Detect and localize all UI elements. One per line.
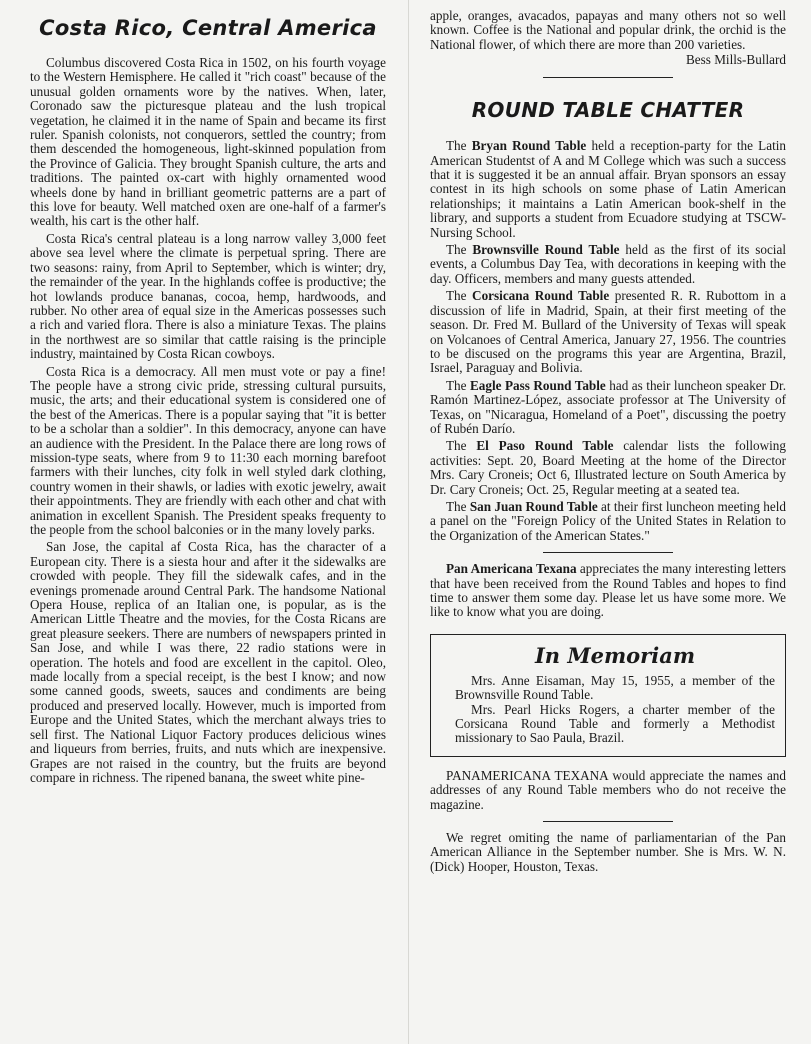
section-divider xyxy=(543,77,673,78)
chatter-title: ROUND TABLE CHATTER xyxy=(471,98,745,123)
article-paragraph-1: Columbus discovered Costa Rica in 1502, on his fourth voyage to the Western Hemisphere. He called it "rich coast" because of the unusual golden ornaments wore by the natives. When, later, Coronado saw the picturesque plateau and the lush tropical vegetation, he claimed it in the name of Spain and became its first ruler. Spanish colonists, not conquerors, settled the country; from them descended the homogeneous, light-skinned population from the Province of Galicia. They brought Spanish culture, the arts and traditions. The painted ox-cart with highly ornamented wood wheels done by hand in brilliant geometric patterns are a part of this love for beauty. Well matched oxen are one-half of a farmer's wealth, his cart is the other half. xyxy=(30,55,386,229)
article-paragraph-3: Costa Rica is a democracy. All men must vote or pay a fine! The people have a strong civic pride, stressing cultural pursuits, music, the arts; and their educational system is considered one of the best of the Americas. There is a popular saying that "it is better to be a scholar than a soldier". In this democracy, anyone can have an audience with the President. In the Palace there are long rows of mission-type seats, where from 9 to 11:30 each morning barefoot farmers with their lunches, city folk in well styled dark clothing, country women in their shawls, or ladies with exotic jewelry, await their appointments. They are friendly with each other and chat with animation in excellent Spanish. The President speaks frequenty to the people from the school balconies or in the many lovely parks. xyxy=(30,363,386,537)
pan-americana-note: Pan Americana Texana appreciates the many interesting letters that have been received from the Round Tables and hopes to find time to answer them some day. Please let us have some more. We like to know what you are doing. xyxy=(430,561,786,620)
correction-note: We regret omiting the name of parliamentarian of the Pan American Alliance in the September number. She is Mrs. W. N. (Dick) Hooper, Houston, Texas. xyxy=(430,830,786,874)
memoriam-entry: Mrs. Anne Eisaman, May 15, 1955, a member of the Brownsville Round Table. xyxy=(455,672,775,703)
chatter-item-corsicana: The Corsicana Round Table presented R. R. Rubottom in a discussion of life in Madrid, Spain, at their first meeting of the season. Dr. Fred M. Bullard of the University of Texas will speak on Volcanoes of Central America, January 27, 1956. The countries to be discused on the programs this year are Argentina, Brazil, Israel, Paraguay and Bolivia. xyxy=(430,288,786,376)
author-signature: Bess Mills-Bullard xyxy=(685,52,786,68)
round-table-name: Eagle Pass Round Table xyxy=(470,377,606,393)
round-table-name: El Paso Round Table xyxy=(476,438,614,454)
round-table-name: Brownsville Round Table xyxy=(472,242,620,258)
memoriam-entry: Mrs. Pearl Hicks Rogers, a charter member of the Corsicana Round Table and formerly a Methodist missionary to Sao Paula, Brazil. xyxy=(455,701,775,746)
addresses-request: PANAMERICANA TEXANA would appreciate the names and addresses of any Round Table members who do not receive the magazine. xyxy=(430,767,786,812)
round-table-name: San Juan Round Table xyxy=(469,498,598,514)
magazine-name: Pan Americana Texana xyxy=(446,561,577,577)
round-table-name: Corsicana Round Table xyxy=(472,288,610,304)
memoriam-box xyxy=(430,634,786,757)
right-column xyxy=(430,0,786,874)
chatter-item-san-juan: The San Juan Round Table at their first luncheon meeting held a panel on the "Foreign Policy of the United States in Relation to the Organization of the American States." xyxy=(430,498,786,543)
section-divider xyxy=(543,821,673,822)
article-continuation: apple, oranges, avacados, papayas and many others not so well known. Coffee is the National and popular drink, the orchid is the National flower, of which there are more than 200 varieties. xyxy=(430,8,786,52)
chatter-item-eagle-pass: The Eagle Pass Round Table had as their luncheon speaker Dr. Ramón Martinez-López, associate professor at The University of Texas, on "Nicaragua, Homeland of a Poet", discussing the poetry of Rubén Darío. xyxy=(430,377,786,436)
chatter-item-brownsville: The Brownsville Round Table held as the first of its social events, a Columbus Day Tea, with decorations in keeping with the day. Officers, members and many guests attended. xyxy=(430,242,786,286)
memoriam-title: In Memoriam xyxy=(534,642,696,668)
article-paragraph-2: Costa Rica's central plateau is a long narrow valley 3,000 feet above sea level where the climate is perpetual spring. There are two seasons: rainy, from April to September, which is winter; dry, the remainder of the year. In the highlands coffee is productive; the hot lowlands produce bananas, cocoa, hemp, hardwoods, and rubber. No other area of equal size in the Americas possesses such a rich and varied flora. There is also a miniature Texas. The plains in the northwest are so similar that cattle raising is the principle industry, maintained by Costa Rican cowboys. xyxy=(30,230,386,362)
left-column xyxy=(30,0,386,785)
article-paragraph-4: San Jose, the capital af Costa Rica, has the character of a European city. There is a siesta hour and after it the sidewalks are crowded with people. They fill the sidewalk cafes, and in the evenings promenade around Central Park. The handsome National Opera House, replica of an Italian one, is popular, as is the American Little Theatre and the movies, for the Costa Ricans are great pleasure seekers. There are numbers of newspapers printed in San Jose, and while I was there, 22 radio stations were in operation. The hotels and food are excellent in the capitol. Oleo, made locally from a special receipt, is the best I know; and now some canned goods, sweets, sauces and condiments are being produced and preserved locally. However, much is imported from Europe and the United States, which the merchant always tries to sell first. The National Liquor Factory produces delicious wines and liqueurs from berries, fruits, and nuts which are inexpensive. Grapes are not raised in the country, but the fruits are beyond compare in richness. The ripened banana, the sweet white pine- xyxy=(30,539,386,785)
column-gutter xyxy=(408,0,409,1044)
chatter-item-el-paso: The El Paso Round Table calendar lists the following activities: Sept. 20, Board Meeting at the home of the Director Mrs. Cary Croneis; Oct 6, Illustrated lecture on South America by Dr. Cary Croneis; Oct. 25, Regular meeting at a seated tea. xyxy=(430,438,786,497)
round-table-name: Bryan Round Table xyxy=(471,138,587,154)
article-title: Costa Rico, Central America xyxy=(39,16,377,40)
chatter-item-bryan: The Bryan Round Table held a reception-party for the Latin American Studentst of A and M College which was such a success that it is suggested it be an annual affair. Bryan sponsors an essay contest in its high schools on some phase of Latin American relationships; it maintains a Latin American book-shelf in the library, and supports a student from Ecuadore studying at TSCW-Nursing School. xyxy=(430,138,786,240)
section-divider xyxy=(543,552,673,553)
